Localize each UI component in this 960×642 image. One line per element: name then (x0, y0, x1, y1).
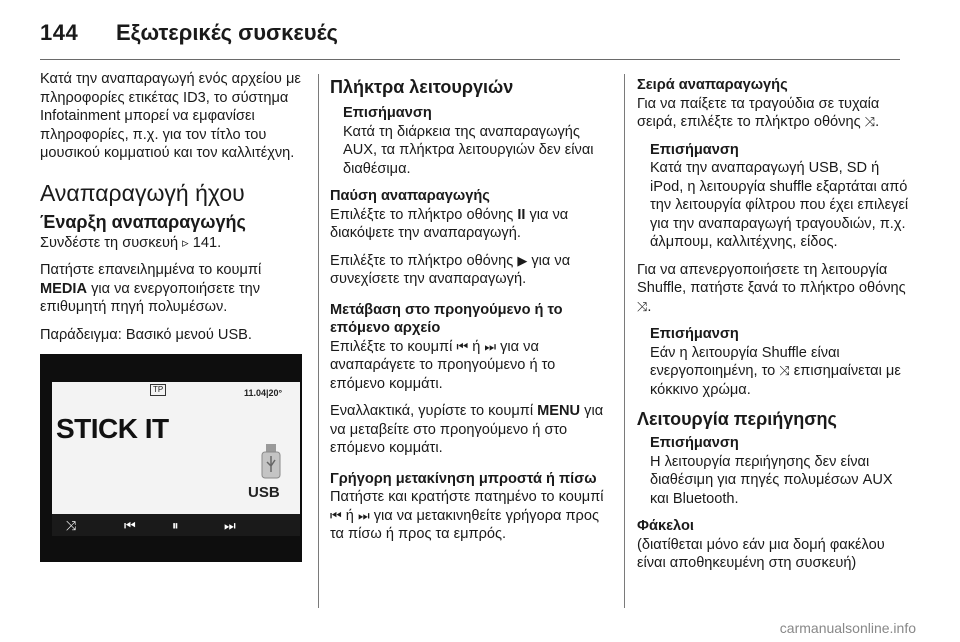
control-bar (52, 514, 300, 536)
text: ή (468, 338, 485, 355)
previous-track-icon: ⏮ (330, 507, 342, 523)
text: ή (341, 507, 358, 524)
text: για να μετακινηθείτε γρήγορα προς τα πίσω ή προς τα εμπρός. (330, 507, 600, 542)
text: Εάν η λειτουργία Shuffle είναι ενεργοποιημένη, το (650, 344, 840, 379)
pause-key-label: II (517, 206, 526, 223)
note-shuffle-filter (637, 141, 912, 252)
text: Εναλλακτικά, γυρίστε το κουμπί (330, 403, 538, 419)
text: . (875, 114, 880, 130)
display-screen (52, 382, 300, 536)
subheading-previous-next: Μετάβαση στο προηγούμενο ή το επόμενο αρχείο (330, 301, 563, 336)
previous-track-icon: ⏮ (456, 338, 469, 354)
text: επισημαίνεται με κόκκινο χρώμα. (650, 363, 901, 398)
page-reference: 141. (188, 234, 222, 251)
page-reference-icon: ▹ (182, 234, 189, 250)
header-divider (40, 59, 900, 60)
shuffle-icon: ⤨ (864, 114, 876, 129)
fast-forward-paragraph (330, 488, 604, 544)
status-bar (52, 382, 300, 398)
folders-paragraph: (διατίθεται μόνο εάν μια δομή φακέλου είναι αποθηκευμένη στη συσκευή) (637, 536, 885, 571)
subheading-fast-forward-rewind: Γρήγορη μετακίνηση μπροστά ή πίσω (330, 470, 597, 487)
tp-indicator: TP (150, 384, 166, 396)
text: Επιλέξτε το πλήκτρο οθόνης (330, 206, 518, 223)
example-caption: Παράδειγμα: Βασικό μενού USB. (40, 326, 252, 343)
column-1 (40, 70, 302, 562)
shuffle-paragraph (637, 95, 912, 132)
note-aux (330, 104, 604, 178)
text: για να συνεχίσετε την αναπαραγωγή. (330, 252, 571, 287)
section-heading-audio-playback: Αναπαραγωγή ήχου (40, 179, 245, 206)
subheading-playback-order: Σειρά αναπαραγωγής (637, 77, 788, 93)
subheading-pause-playback: Παύση αναπαραγωγής (330, 188, 490, 204)
shuffle-icon: ⤨ (637, 298, 648, 314)
menu-knob-paragraph (330, 402, 604, 458)
column-2 (330, 70, 604, 553)
note-text (650, 344, 912, 400)
note-text: Κατά τη διάρκεια της αναπαραγωγής AUX, τα πλήκτρα λειτουργιών δεν είναι διαθέσιμα. (343, 123, 594, 177)
text: για να ενεργοποιήσετε την επιθυμητή πηγή πολυμέσων. (40, 280, 261, 315)
previous-track-icon[interactable]: ⏮ (124, 518, 136, 533)
text: Πατήστε επανειλημμένα το κουμπί (40, 262, 262, 278)
page-header (0, 0, 960, 60)
text: Συνδέστε τη συσκευή (40, 234, 183, 251)
resume-paragraph (330, 252, 604, 289)
next-track-icon: ⏭ (357, 507, 370, 523)
text: . (647, 298, 652, 315)
media-button-label: MEDIA (40, 280, 88, 297)
subheading-function-keys: Πλήκτρα λειτουργιών (330, 77, 514, 97)
note-heading: Επισήμανση (650, 141, 739, 158)
subheading-folders: Φάκελοι (637, 518, 694, 534)
next-track-icon[interactable]: ⏭ (224, 518, 236, 533)
column-divider-1 (318, 74, 319, 608)
text: Για να απενεργοποιήσετε τη λειτουργία Shuffle, πατήστε ξανά το πλήκτρο οθόνης (637, 261, 906, 296)
menu-button-label: MENU (537, 403, 581, 419)
note-heading: Επισήμανση (650, 326, 739, 342)
text: για να διακόψετε την αναπαραγωγή. (330, 206, 569, 241)
note-browse (637, 434, 912, 508)
text: Επιλέξτε το πλήκτρο οθόνης (330, 252, 518, 269)
column-divider-2 (624, 74, 625, 608)
clock-temperature: 11.04|20° (244, 388, 283, 398)
text: για να αναπαράγετε το προηγούμενο ή το επόμενο κομμάτι. (330, 338, 556, 392)
subheading-browse-function: Λειτουργία περιήγησης (637, 409, 837, 429)
page-number: 144 (40, 20, 79, 45)
connect-device-paragraph (40, 234, 302, 253)
subheading-start-playback: Έναρξη αναπαραγωγής (40, 211, 246, 232)
next-track-icon: ⏭ (484, 338, 497, 354)
note-text: Κατά την αναπαραγωγή USB, SD ή iPod, η λειτουργία shuffle εξαρτάται από την λειτουργία φίλτρου που έχει επιλεγεί για την αναπαραγωγή τραγουδιών, π.χ. άλμπουμ, καλλιτέχνης, είδος. (650, 160, 909, 250)
page-title: Εξωτερικές συσκευές (116, 20, 338, 45)
note-heading: Επισήμανση (343, 105, 432, 121)
intro-paragraph: Κατά την αναπαραγωγή ενός αρχείου με πληροφορίες ετικέτας ID3, το σύστημα Infotainment μπορεί να εμφανίσει πληροφορίες, π.χ. για τον τίτλο του μουσικού κομματιού και τον καλλιτέχνη. (40, 71, 301, 161)
text: Για να παίξετε τα τραγούδια σε τυχαία σειρά, επιλέξτε το πλήκτρο οθόνης (637, 95, 880, 130)
previous-next-paragraph (330, 338, 604, 394)
shuffle-icon: ⤨ (779, 363, 790, 378)
track-title: STICK IT (56, 413, 169, 444)
note-shuffle-red (637, 325, 912, 399)
media-button-paragraph (40, 261, 302, 317)
text: Επιλέξτε το κουμπί (330, 338, 457, 355)
note-heading: Επισήμανση (650, 435, 739, 451)
text: Πατήστε και κρατήστε πατημένο το κουμπί (330, 489, 604, 505)
usb-main-menu-photo (40, 354, 302, 562)
pause-paragraph (330, 206, 604, 243)
pause-icon[interactable]: ⏸ (172, 518, 179, 533)
disable-shuffle-paragraph (637, 261, 912, 317)
watermark: carmanualsonline.info (779, 620, 916, 636)
play-icon: ▶ (517, 252, 528, 268)
note-text: Η λειτουργία περιήγησης δεν είναι διαθέσιμη για πηγές πολυμέσων AUX και Bluetooth. (650, 453, 893, 507)
column-3 (637, 70, 912, 582)
source-label: USB (248, 484, 280, 501)
shuffle-icon[interactable]: ⤨ (66, 518, 77, 533)
usb-icon (260, 444, 282, 480)
text: για να μεταβείτε στο προηγούμενο ή στο επόμενο κομμάτι. (330, 403, 604, 456)
